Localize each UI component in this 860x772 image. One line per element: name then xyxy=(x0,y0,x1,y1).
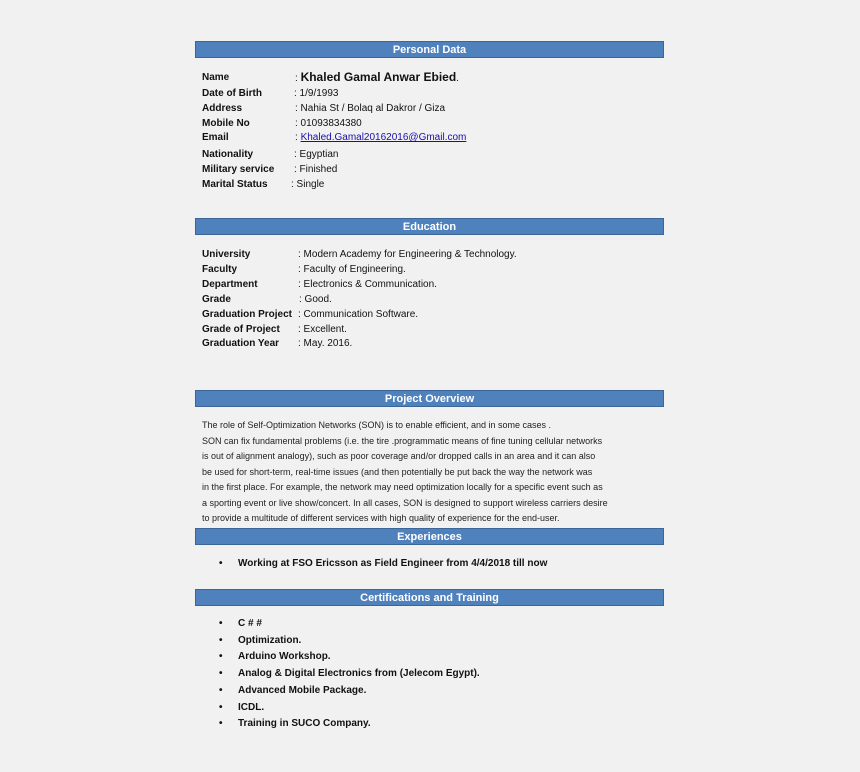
list-item xyxy=(219,683,480,700)
certification-item: Advanced Mobile Package. xyxy=(238,684,367,696)
certification-item: ICDL. xyxy=(238,701,265,713)
bullet-icon: • xyxy=(219,651,223,663)
name-value: Khaled Gamal Anwar Ebied xyxy=(300,70,457,84)
nationality-label: Nationality xyxy=(202,149,254,160)
department-value: : Electronics & Communication. xyxy=(298,279,437,290)
certification-item: Analog & Digital Electronics from (Jelecom Egypt). xyxy=(238,668,480,680)
certification-item: Optimization. xyxy=(238,634,302,646)
project-grade-value: : Excellent. xyxy=(298,324,347,335)
list-item xyxy=(219,616,480,633)
name-value-group xyxy=(295,71,459,85)
name-colon: : xyxy=(295,73,298,84)
email-link[interactable]: Khaled.Gamal20162016@Gmail.com xyxy=(300,132,467,143)
project-grade-label: Grade of Project xyxy=(202,324,280,335)
overview-line: SON can fix fundamental problems (i.e. the tire .programmatic means of fine tuning cellular networks xyxy=(202,435,603,446)
faculty-value: : Faculty of Engineering. xyxy=(298,264,406,275)
dob-label: Date of Birth xyxy=(202,88,262,99)
list-item xyxy=(219,700,480,717)
bullet-icon: • xyxy=(219,718,223,730)
graduation-year-label: Graduation Year xyxy=(202,338,280,349)
address-value: : Nahia St / Bolaq al Dakror / Giza xyxy=(295,103,446,114)
graduation-project-label: Graduation Project xyxy=(202,309,293,320)
bullet-icon: • xyxy=(219,618,223,629)
project-overview-header: Project Overview xyxy=(195,390,664,407)
education-header: Education xyxy=(195,218,664,235)
faculty-label: Faculty xyxy=(202,264,238,275)
experiences-list xyxy=(219,556,547,573)
certification-item: C # # xyxy=(238,618,262,629)
address-label: Address xyxy=(202,103,243,114)
bullet-icon: • xyxy=(219,558,223,569)
overview-line: is out of alignment analogy), such as poor coverage and/or dropped calls in an area and it can also xyxy=(202,451,596,461)
list-item xyxy=(219,633,480,650)
project-overview-text xyxy=(202,418,657,527)
list-item xyxy=(219,556,547,573)
bullet-icon: • xyxy=(219,684,223,696)
overview-line: a sporting event or live show/concert. In all cases, SON is designed to support wireless carriers desire xyxy=(202,497,608,508)
certification-item: Training in SUCO Company. xyxy=(238,718,371,730)
list-item xyxy=(219,716,480,733)
bullet-icon: • xyxy=(219,701,223,713)
bullet-icon: • xyxy=(219,668,223,680)
overview-line: in the first place. For example, the network may need optimization locally for a specific event such as xyxy=(202,482,603,492)
grade-value: : Good. xyxy=(299,294,332,305)
experience-item: Working at FSO Ericsson as Field Engineer from 4/4/2018 till now xyxy=(238,558,548,569)
nationality-value: : Egyptian xyxy=(294,149,339,160)
department-label: Department xyxy=(202,279,258,290)
personal-data-header: Personal Data xyxy=(195,41,664,58)
mobile-label: Mobile No xyxy=(202,118,250,129)
graduation-project-value: : Communication Software. xyxy=(298,309,419,320)
dob-value: : 1/9/1993 xyxy=(294,88,339,99)
email-value-group xyxy=(295,132,466,144)
certifications-header: Certifications and Training xyxy=(195,589,664,606)
email-colon: : xyxy=(295,132,298,143)
experiences-header: Experiences xyxy=(195,528,664,545)
marital-value: : Single xyxy=(291,179,325,190)
name-label: Name xyxy=(202,72,230,83)
marital-label: Marital Status xyxy=(202,179,268,190)
list-item xyxy=(219,666,480,683)
mobile-value: : 01093834380 xyxy=(295,118,362,129)
graduation-year-value: : May. 2016. xyxy=(298,338,353,349)
overview-line: to provide a multitude of different services with high quality of experience for the end-user. xyxy=(202,513,560,523)
list-item xyxy=(219,649,480,666)
certifications-list xyxy=(219,616,480,733)
name-period: . xyxy=(456,73,459,84)
university-value: : Modern Academy for Engineering & Technology. xyxy=(298,249,517,260)
university-label: University xyxy=(202,249,251,260)
grade-label: Grade xyxy=(202,294,231,305)
email-label: Email xyxy=(202,132,229,143)
military-label: Military service xyxy=(202,164,275,175)
certification-item: Arduino Workshop. xyxy=(238,651,331,663)
bullet-icon: • xyxy=(219,634,223,646)
overview-line: be used for short-term, real-time issues (and then potentially be put back the way the network was xyxy=(202,466,593,477)
military-value: : Finished xyxy=(294,164,338,175)
overview-line: The role of Self-Optimization Networks (SON) is to enable efficient, and in some cases . xyxy=(202,420,551,430)
